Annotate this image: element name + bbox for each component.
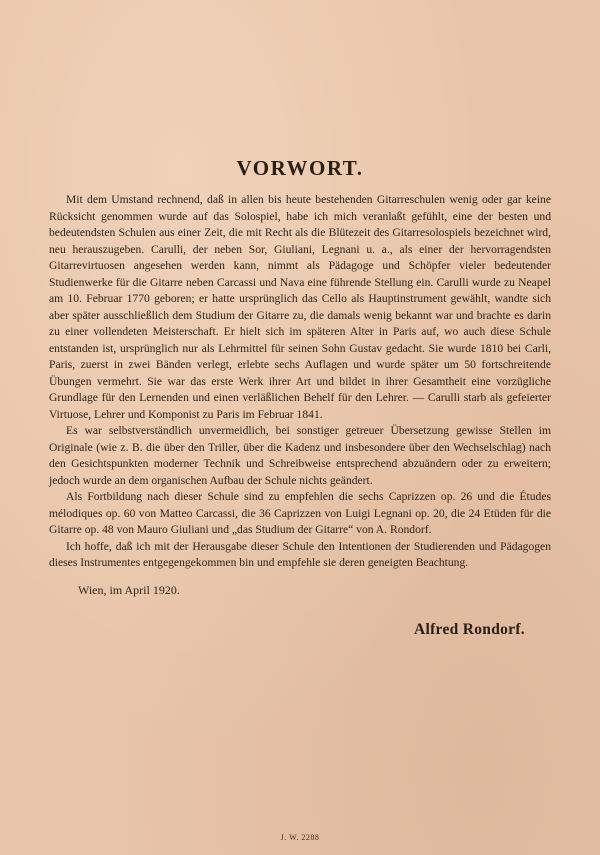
paragraph-1: Mit dem Umstand rechnend, daß in allen bis heute bestehenden Gitarreschulen wenig oder gar keine Rücksicht genommen wurde auf das Solospiel, habe ich mich veranlaßt gefühlt, eine der besten und bedeutendsten Schulen aus einer Zeit, die mit Recht als die Blütezeit des Gitarresolospiels bezeichnet wird, neu herauszugeben. Carulli, der neben Sor, Giuliani, Legnani u. a., als einer der hervorragendsten Gitarrevirtuosen angesehen werden kann, nimmt als Pädagoge und Schöpfer vieler bedeutender Studienwerke für die Gitarre neben Carcassi und Nava eine führende Stellung ein. Carulli wurde zu Neapel am 10. Februar 1770 geboren; er hatte ursprünglich das Cello als Hauptinstrument gewählt, wandte sich aber später ausschließlich dem Studium der Gitarre zu, die damals wenig bekannt war und brachte es darin zu einer vollendeten Meisterschaft. Er hielt sich im späteren Alter in Paris auf, wo auch diese Schule entstanden ist, ursprünglich nur als Lehrmittel für seinen Sohn Gustav gedacht. Sie wurde 1810 bei Carli, Paris, zuerst in zwei Bänden verlegt, erlebte sechs Auflagen und wurde später um 50 fortschreitende Übungen vermehrt. Sie war das erste Werk ihrer Art und bildet in ihrer Gesamtheit eine vorzügliche Grundlage für den Lernenden und einen verläßlichen Behelf für den Lehrer. — Carulli starb als gefeierter Virtuose, Lehrer und Komponist zu Paris im Februar 1841.	[49, 193, 551, 421]
place-and-date: Wien, im April 1920.	[78, 583, 180, 597]
paragraph-2: Es war selbstverständlich unvermeidlich, bei sonstiger getreuer Übersetzung gewisse Stellen im Originale (wie z. B. die über den Triller, über die Kadenz und insbesondere über den Wechselschlag) nach den Gesichtspunkten moderner Technik und Schreibweise entsprechend abzuändern oder zu erweitern; jedoch wurde an dem organischen Aufbau der Schule nichts geändert.	[49, 424, 551, 487]
page-title: VORWORT.	[236, 156, 364, 180]
paragraph-4: Ich hoffe, daß ich mit der Herausgabe dieser Schule den Intentionen der Studierenden und Pädagogen dieses Instrumentes entgegengekommen bin und empfehle sie deren geneigten Beachtung.	[49, 539, 551, 569]
plate-number: J. W. 2288	[280, 833, 320, 842]
preface-body	[49, 192, 551, 572]
paragraph-3: Als Fortbildung nach dieser Schule sind zu empfehlen die sechs Caprizzen op. 26 und die Études mélodiques op. 60 von Matteo Carcassi, die 36 Caprizzen von Luigi Legnani op. 20, die 24 Etüden für die Gitarre op. 48 von Mauro Giuliani und „das Studium der Gitarre“ von A. Rondorf.	[49, 490, 551, 536]
author-signature: Alfred Rondorf.	[414, 621, 525, 638]
